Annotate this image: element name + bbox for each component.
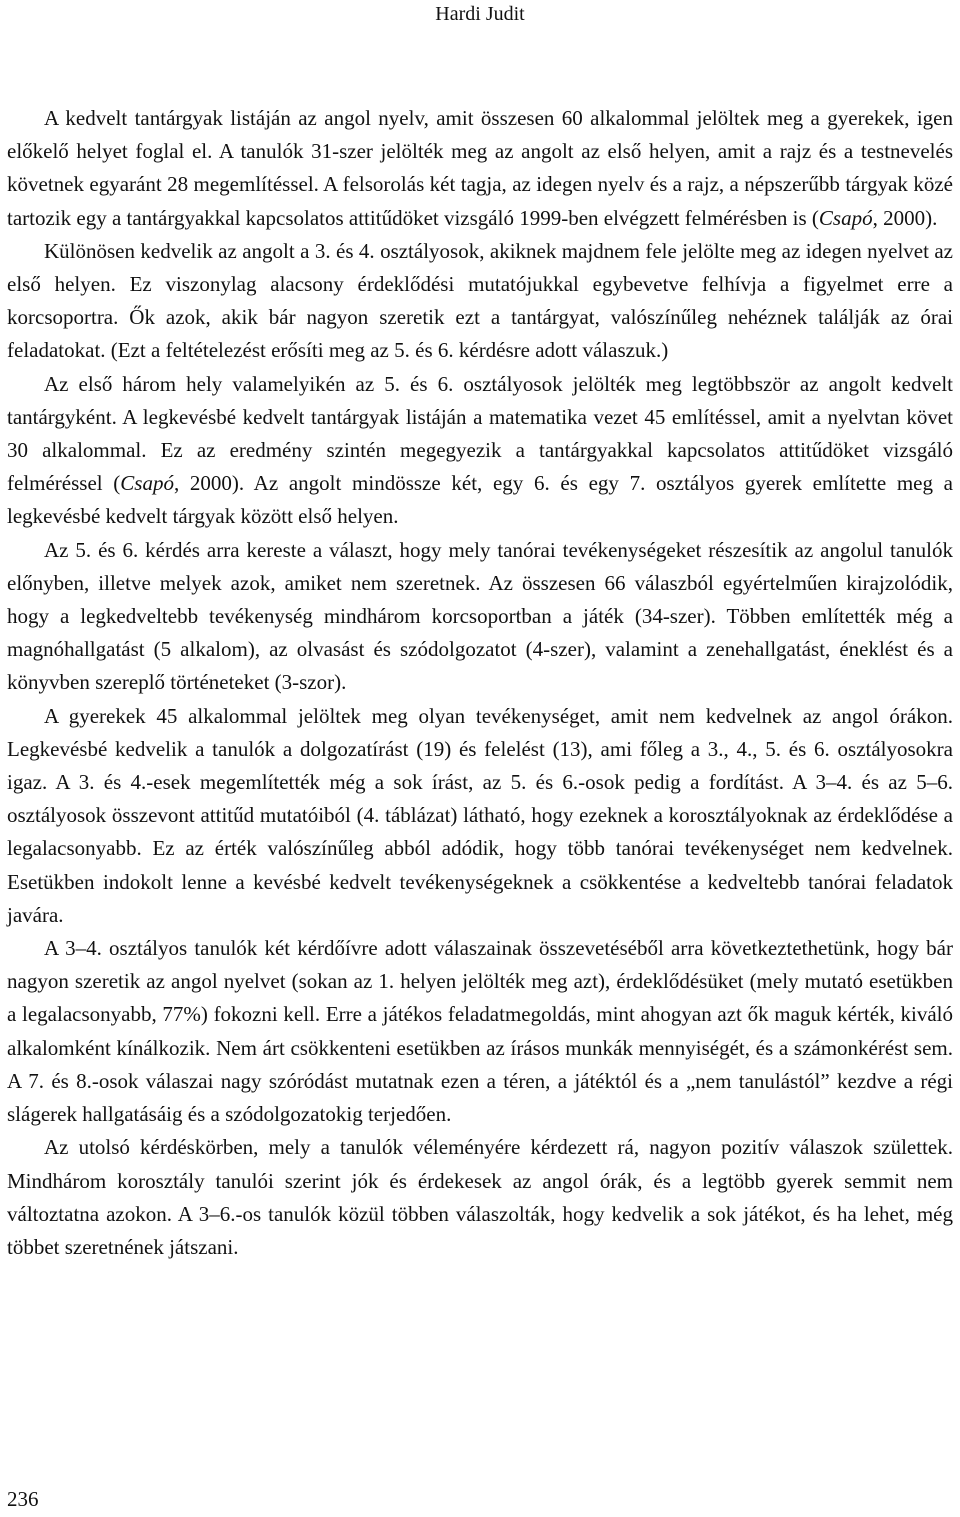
paragraph-text: Az 5. és 6. kérdés arra kereste a választ, hogy mely tanórai tevékenységeket részesítik az angolul tanulók előnyben, illetve melyek azok, amiket nem szeretnek. Az összesen 66 válaszból egyértelműen kirajzolódik, hogy a legkedveltebb tevékenység mindhárom korcsoportban a játék (34-szer). Többen említették még a magnóhallgatást (5 alkalom), az olvasást és szódolgozatot (4-szer), valamint a zenehallgatást, éneklést és a könyvben szereplő történeteket (3-szor).: [7, 537, 953, 695]
paragraph-text: , 2000). Az angolt mindössze két, egy 6. és egy 7. osztályos gyerek említette meg a legkevésbé kedvelt tárgyak között első helyen.: [7, 471, 953, 529]
paragraph-text: Különösen kedvelik az angolt a 3. és 4. osztályosok, akiknek majdnem fele jelölte meg az idegen nyelvet az első helyen. Ez viszonylag alacsony érdeklődési mutatójukkal egybevetve felhívja a figyelmet erre a korcsoportra. Ők azok, akik bár nagyon szeretik ezt a tantárgyat, valószínűleg nehéznek találják az órai feladatokat. (Ezt a feltételezést erősíti meg az 5. és 6. kérdésre adott válaszuk.): [7, 238, 953, 363]
paragraph: [7, 102, 953, 235]
page-number-text: 236: [7, 1487, 39, 1511]
paragraph-text: Az utolsó kérdéskörben, mely a tanulók véleményére kérdezett rá, nagyon pozitív válaszok születtek. Mindhárom korosztály tanulói szerint jók és érdekesek az angol órák, és a legtöbb gyerek semmit nem változtatna azokon. A 3–6.-os tanulók közül többen válaszolták, hogy kedvelik a sok játékot, és ha lehet, még többet szeretnének játszani.: [7, 1135, 953, 1259]
paragraph-text: A gyerekek 45 alkalommal jelöltek meg olyan tevékenységet, amit nem kedvelnek az angol órákon. Legkevésbé kedvelik a tanulók a dolgozatírást (19) és felelést (13), ami főleg a 3., 4., 5. és 6. osztályosokra igaz. A 3. és 4.-esek megemlítették még a sok írást, az 5. és 6.-osok pedig a fordítást. A 3–4. és az 5–6. osztályosok összevont attitűd mutatóiból (4. táblázat) látható, hogy ezeknek a korosztályoknak az érdeklődése a legalacsonyabb. Ez az érték valószínűleg abból adódik, hogy több tanórai tevékenységet nem kedvelnek. Esetükben indokolt lenne a kevésbé kedvelt tevékenységeknek a csökkentése a kedveltebb tanórai feladatok javára.: [7, 703, 953, 927]
paragraph: [7, 534, 953, 700]
running-header: [0, 3, 960, 25]
paragraph: [7, 235, 953, 368]
page-number: [7, 1487, 39, 1511]
body-text: [7, 102, 953, 1264]
citation-author: Csapó: [818, 205, 873, 230]
paragraph: [7, 700, 953, 932]
paragraph: [7, 368, 953, 534]
paragraph-text: Az első három hely valamelyikén az 5. és 6. osztályosok jelölték meg legtöbbször az angolt kedvelt tantárgyként. A legkevésbé kedvelt tantárgyak listáján a matematika vezet 45 említéssel, amit a nyelvtan követ 30 alkalommal. Ez az eredmény szintén megegyezik a tantárgyakkal kapcsolatos attitűdöket vizsgáló felméréssel (: [7, 371, 953, 496]
citation-author: Csapó: [120, 471, 174, 496]
paragraph: [7, 932, 953, 1131]
paragraph-text: A kedvelt tantárgyak listáján az angol nyelv, amit összesen 60 alkalommal jelöltek meg a gyerekek, igen előkelő helyet foglal el. A tanulók 31-szer jelölték meg az angolt az első helyen, amit a rajz és a testnevelés követnek egyaránt 28 megemlítéssel. A felsorolás két tagja, az idegen nyelv és a rajz, a népszerűbb tárgyak közé tartozik egy a tantárgyakkal kapcsolatos attitűdöket vizsgáló 1999-ben elvégzett felmérésben is (: [7, 106, 953, 230]
paragraph-text: A 3–4. osztályos tanulók két kérdőívre adott válaszainak összevetéséből arra következtethetünk, hogy bár nagyon szeretik az angol nyelvet (sokan az 1. helyen jelölték meg azt), érdeklődésüket (mely mutató esetükben a legalacsonyabb, 77%) fokozni kell. Erre a játékos feladatmegoldás, mint ahogyan azt ők maguk kérték, kiváló alkalomként kínálkozik. Nem árt csökkenteni esetükben az írásos munkák mennyiségét, és a számonkérést sem. A 7. és 8.-osok válaszai nagy szóródást mutatnak ezen a téren, a játéktól és a „nem tanulástól” kezdve a régi slágerek hallgatásáig és a szódolgozatokig terjedően.: [7, 936, 953, 1127]
paragraph: [7, 1131, 953, 1264]
header-author: Hardi Judit: [435, 3, 525, 25]
paragraph-text: , 2000).: [872, 205, 938, 230]
